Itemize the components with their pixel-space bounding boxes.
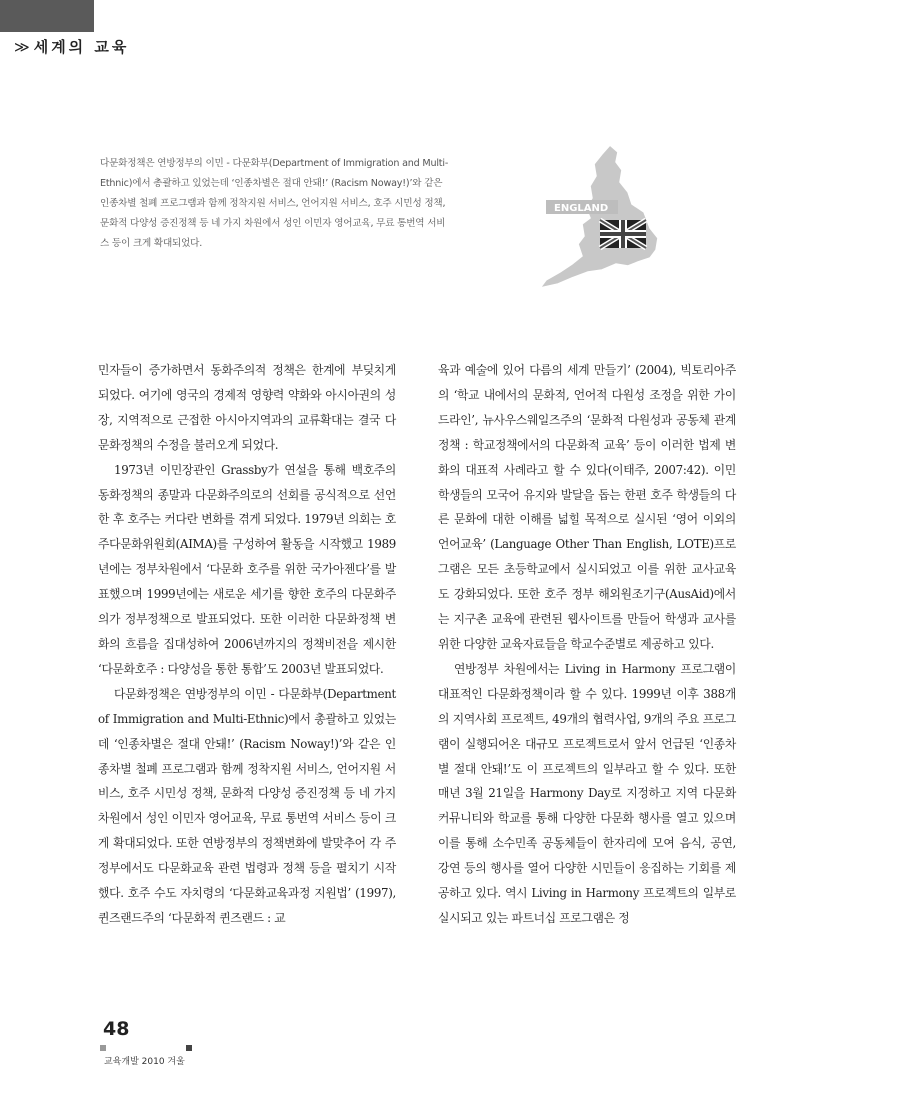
page-number: 48 <box>103 1018 130 1040</box>
paragraph: 연방정부 차원에서는 Living in Harmony 프로그램이 대표적인 다문화정책이라 할 수 있다. 1999년 이후 388개의 지역사회 프로젝트, 49개의 협력사업, 9개의 주요 프로그램이 실행되어온 대규모 프로젝트로서 앞서 언급된 ‘인종차별 절대 안돼!’도 이 프로젝트의 일부라고 할 수 있다. 또한 매년 3월 21일을 Harmony Day로 지정하고 지역 다문화 커뮤니티와 학교를 통해 다양한 다문화 행사를 열고 있으며 이를 통해 소수민족 공동체들이 한자리에 모여 음식, 공연, 강연 등의 행사를 열어 다양한 시민들이 응집하는 기회를 제공하고 있다. 역시 Living in Harmony 프로젝트의 일부로 실시되고 있는 파트너십 프로그램은 정 <box>438 661 736 925</box>
england-map-icon <box>532 140 662 290</box>
footer-square-icon <box>186 1045 192 1051</box>
left-column <box>98 358 396 931</box>
paragraph: 민자들이 증가하면서 동화주의적 정책은 한계에 부딪치게 되었다. 여기에 영국의 경제적 영향력 약화와 아시아권의 성장, 지역적으로 근접한 아시아지역과의 교류확대는 결국 다문화정책의 수정을 불러오게 되었다. <box>98 363 396 452</box>
paragraph: 1973년 이민장관인 Grassby가 연설을 통해 백호주의 동화정책의 종말과 다문화주의로의 선회를 공식적으로 선언한 후 호주는 커다란 변화를 겪게 되었다. 1979년 의회는 호주다문화위원회(AIMA)를 구성하여 활동을 시작했고 1989년에는 정부차원에서 ‘다문화 호주를 위한 국가아젠다’를 발표했으며 1999년에는 새로운 세기를 향한 호주의 다문화주의가 정부정책으로 발표되었다. 또한 이러한 다문화정책 변화의 흐름을 집대성하여 2006년까지의 정책비전을 제시한 ‘다문화호주 : 다양성을 통한 통합’도 2003년 발표되었다. <box>98 462 396 676</box>
paragraph: 다문화정책은 연방정부의 이민 - 다문화부(Department of Immigration and Multi-Ethnic)에서 총괄하고 있었는데 ‘인종차별은 절대 안돼!’ (Racism Noway!)’와 같은 인종차별 철폐 프로그램과 함께 정착지원 서비스, 언어지원 서비스, 호주 시민성 정책, 문화적 다양성 증진정책 등 네 가지 차원에서 성인 이민자 영어교육, 무료 통번역 서비스 등이 크게 확대되었다. 또한 연방정부의 정책변화에 발맞추어 각 주정부에서도 다문화교육 관련 법령과 정책 등을 펼치기 시작했다. 호주 수도 자치령의 ‘다문화교육과정 지원법’ (1997), 퀸즈랜드주의 ‘다문화적 퀸즈랜드 : 교 <box>98 686 396 925</box>
summary-text: 다문화정책은 연방정부의 이민 - 다문화부(Department of Immigration and Multi-Ethnic)에서 총괄하고 있었는데 ‘인종차별은 절대 안돼!’ (Racism Noway!)’와 같은 인종차별 철폐 프로그램과 함께 정착지원 서비스, 언어지원 서비스, 호주 시민성 정책, 문화적 다양성 증진정책 등 네 가지 차원에서 성인 이민자 영어교육, 무료 통번역 서비스 등이 크게 확대되었다. <box>100 158 449 249</box>
paragraph: 육과 예술에 있어 다름의 세계 만들기’ (2004), 빅토리아주의 ‘학교 내에서의 문화적, 언어적 다원성 조정을 위한 가이드라인’, 뉴사우스웨일즈주의 ‘문화적 다원성과 공동체 관계 정책 : 학교정책에서의 다문화적 교육’ 등이 이러한 법제 변화의 대표적 사례라고 할 수 있다(이태주, 2007:42). 이민 학생들의 모국어 유지와 발달을 돕는 한편 호주 학생들의 다른 문화에 대한 이해를 넓힐 목적으로 실시된 ‘영어 이외의 언어교육’ (Language Other Than English, LOTE)프로그램은 모든 초등학교에서 실시되었고 이를 위한 교사교육도 강화되었다. 또한 호주 정부 해외원조기구(AusAid)에서는 지구촌 교육에 관련된 웹사이트를 만들어 학생과 교사를 위한 다양한 교육자료들을 학교수준별로 제공하고 있다. <box>438 363 736 651</box>
map-label: ENGLAND <box>554 203 609 214</box>
chevron-icon: ≫ <box>14 38 30 56</box>
section-header <box>14 36 129 57</box>
section-title: 세계의 교육 <box>33 38 130 56</box>
union-jack-flag <box>600 220 646 248</box>
corner-tab-block <box>0 0 94 32</box>
footer-square-icon <box>100 1045 106 1051</box>
publication-label: 교육개발 2010 겨울 <box>104 1057 185 1067</box>
right-column <box>438 358 736 931</box>
